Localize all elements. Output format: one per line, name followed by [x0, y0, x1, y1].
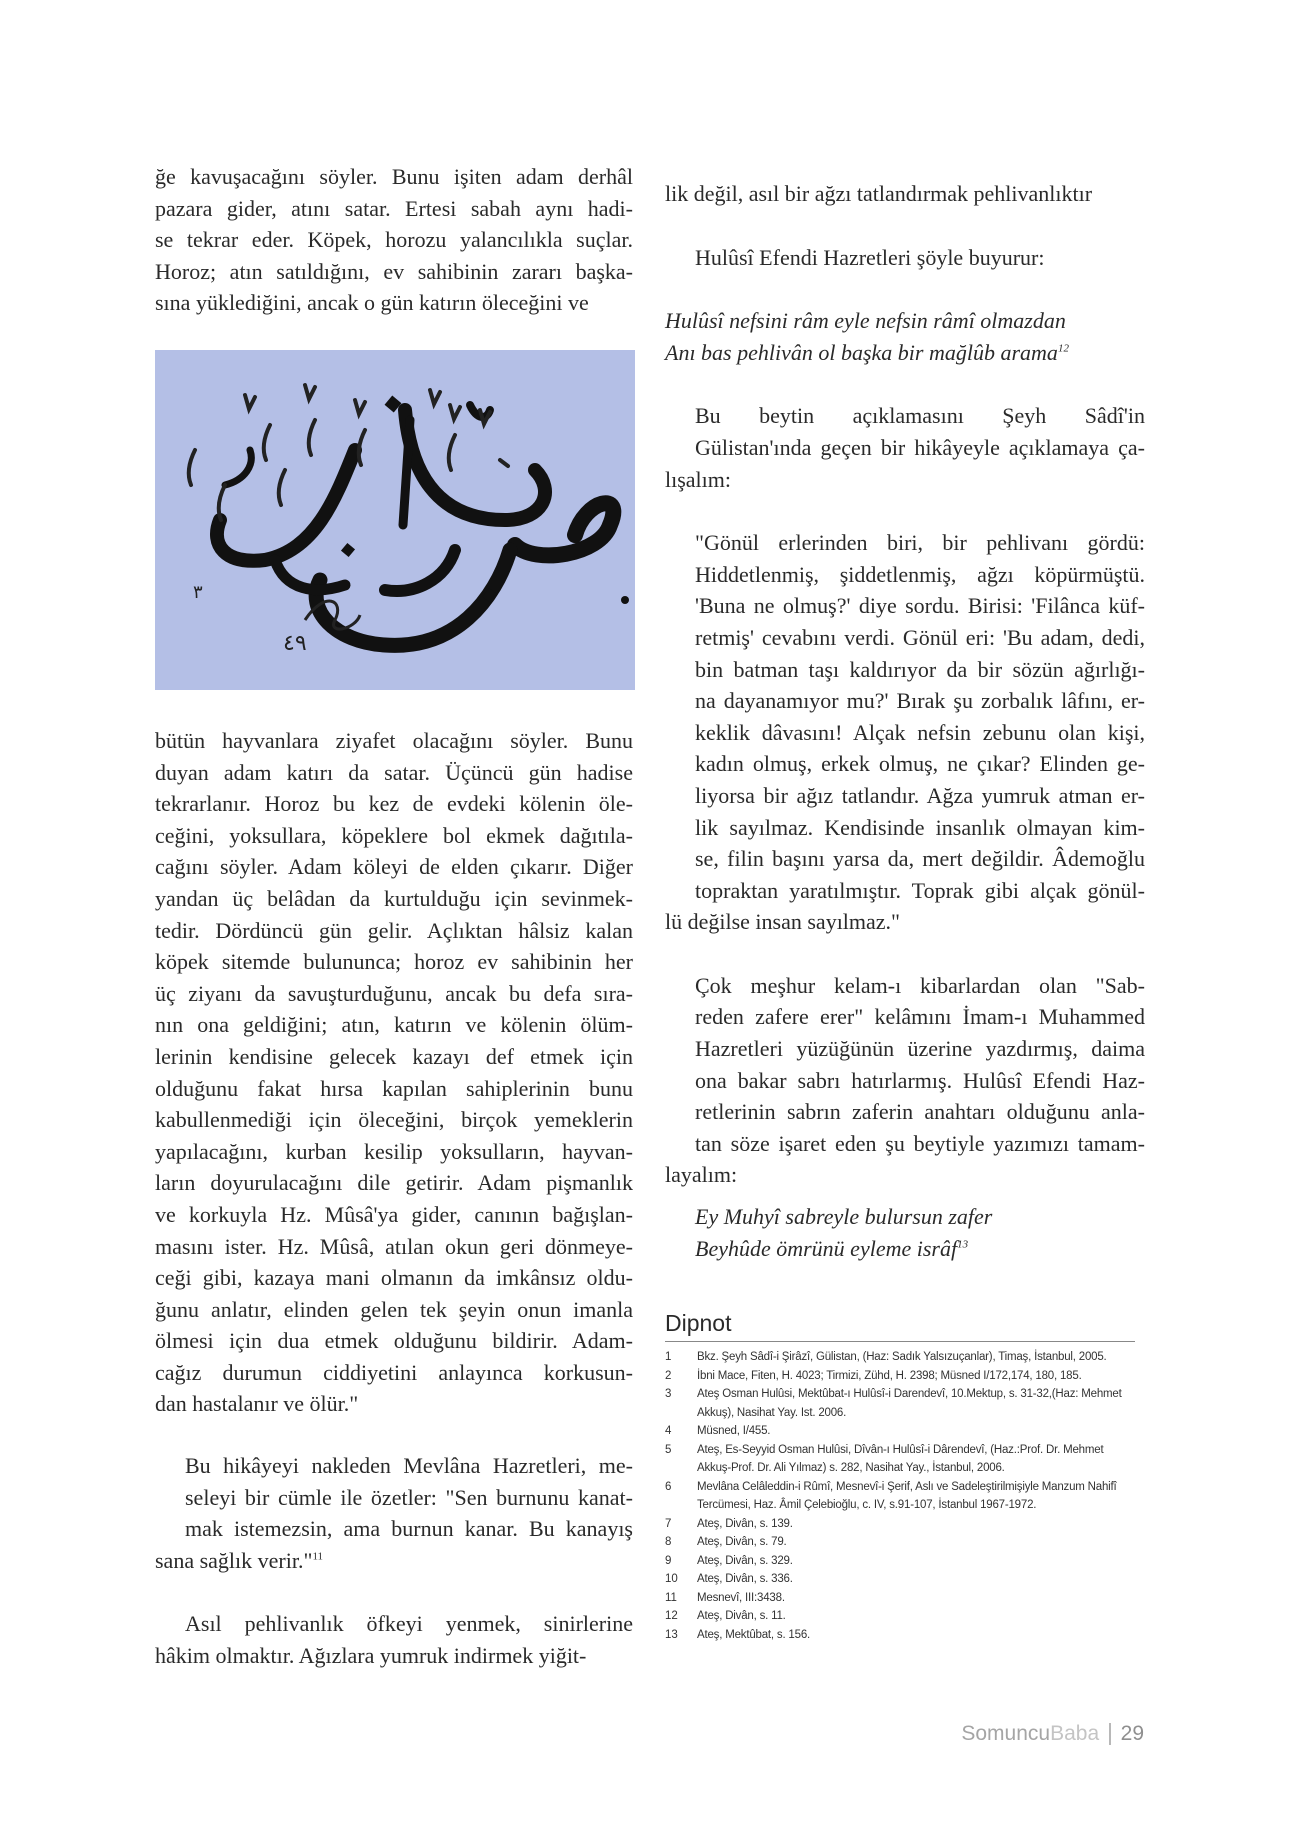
- verse-1: [665, 305, 1145, 368]
- text-line: retlerinin sabrın zaferin anahtarı olduğunu anla-: [695, 1099, 1145, 1125]
- text-line: üç ziyanı da savuşturduğunu, ancak bu defa sıra-: [155, 980, 633, 1006]
- footnote-number: 10: [665, 1573, 678, 1585]
- text-line: ve korkuyla Hz. Mûsâ'ya gider, canının bağışlan-: [155, 1201, 633, 1227]
- footnote-item: [665, 1552, 1135, 1571]
- text-line: na dayanamıyor mu?' Bırak şu zorbalık lâfını, er-: [695, 688, 1145, 714]
- verse-2: [665, 1201, 1145, 1264]
- footnote-text: Müsned, I/455.: [697, 1425, 771, 1437]
- text-line: se tekrar eder. Köpek, horozu yalancılıkla suçlar.: [155, 227, 633, 253]
- footnote-item: [665, 1478, 1135, 1515]
- footnote-item: [665, 1348, 1135, 1367]
- text-line: tedir. Dördüncü gün gelir. Açlıktan hâlsiz kalan: [155, 917, 633, 943]
- text-line: lik sayılmaz. Kendisinde insanlık olmayan kim-: [695, 814, 1145, 840]
- footnote-text: Ateş, Divân, s. 11.: [697, 1610, 786, 1622]
- text-line: bin batman taşı kaldırıyor da bir sözün ağırlığı-: [695, 656, 1145, 682]
- text-line: mak istemezsin, ama burnun kanar. Bu kanayış: [185, 1516, 633, 1542]
- footnote-text: Ateş, Es-Seyyid Osman Hulûsi, Dîvân-ı Hulûsî-i Dârendevî, (Haz.:Prof. Dr. Mehmet Akkuş-Prof. Dr. Ali Yılmaz) s. 282, Nasihat Yay., İstanbul, 2006.: [697, 1443, 1104, 1474]
- text-line: retmiş' cevabını verdi. Gönül eri: 'Bu adam, dedi,: [695, 624, 1145, 650]
- footnote-text: Ateş, Mektûbat, s. 156.: [697, 1628, 811, 1641]
- footnote-text: Mevlâna Celâleddin-i Rûmî, Mesnevî-i Şerif, Aslı ve Sadeleştirilmişiyle Manzum Nahifî Tercümesi, Haz. Âmil Çelebioğlu, c. IV, s.91-107, İstanbul 1967-1972.: [697, 1480, 1117, 1511]
- magazine-brand-part-1: Somuncu: [961, 1722, 1051, 1745]
- footnote-item: [665, 1626, 1135, 1645]
- footnote-ref-13: 13: [957, 1238, 969, 1251]
- left-column-lower: [155, 725, 633, 1672]
- text-line: Hiddetlenmiş, şiddetlenmiş, ağzı köpürmüştü.: [695, 561, 1145, 587]
- text-line: Bu hikâyeyi nakleden Mevlâna Hazretleri, me-: [185, 1453, 633, 1479]
- text-line: Horoz; atın satıldığını, ev sahibinin zararı başka-: [155, 258, 633, 284]
- left-paragraph-3: [155, 1450, 633, 1576]
- footnote-item: [665, 1533, 1135, 1552]
- page-footer: [961, 1722, 1144, 1746]
- text-line: Asıl pehlivanlık öfkeyi yenmek, sinirlerine: [185, 1611, 633, 1637]
- text-line: layalım:: [665, 1162, 738, 1188]
- calligraphy-artwork: [155, 350, 635, 690]
- footnote-item: [665, 1385, 1135, 1422]
- text-line: seleyi bir cümle ile özetler: "Sen burnunu kanat-: [185, 1484, 633, 1510]
- text-line: ona bakar sabrı hatırlarmış. Hulûsî Efendi Haz-: [695, 1067, 1145, 1093]
- left-column: [155, 161, 633, 319]
- footnote-item: [665, 1589, 1135, 1608]
- text-line: kadın olmuş, erkek olmuş, ne çıkar? Elinden ge-: [695, 751, 1145, 777]
- text-line: cağını söyler. Adam köleyi de elden çıkarır. Diğer: [155, 854, 633, 880]
- footnote-number: 9: [665, 1554, 672, 1567]
- text-line: köpek sitemde bulununca; horoz ev sahibinin her: [155, 949, 633, 975]
- text-line: ceğini, yoksullara, köpeklere bol ekmek dağıtıla-: [155, 822, 633, 848]
- text-line: olduğunu fakat hırsa kapılan sahiplerinin bunu: [155, 1075, 633, 1101]
- text-line: lerinin kendisine gelecek kazayı def etmek için: [155, 1043, 633, 1069]
- footnote-number: 6: [665, 1480, 672, 1493]
- text-line: Gülistan'ında geçen bir hikâyeyle açıklamaya ça-: [695, 434, 1145, 460]
- footnote-number: 1: [665, 1351, 672, 1363]
- text-line: ceği gibi, kazaya mani olmanın da imkânsız oldu-: [155, 1265, 633, 1291]
- magazine-brand-part-2: Baba: [1050, 1722, 1100, 1745]
- left-paragraph-1: [155, 161, 633, 319]
- footnote-text: İbni Mace, Fiten, H. 4023; Tirmizi, Zühd, H. 2398; Müsned I/172,174, 180, 185.: [697, 1369, 1082, 1382]
- verse-1-line-2: Anı bas pehlivân ol başka bir mağlûb arama: [665, 339, 1058, 365]
- page-number: 29: [1120, 1722, 1144, 1745]
- text-line: pazara gider, atını satar. Ertesi sabah aynı hadi-: [155, 195, 633, 221]
- footnote-item: [665, 1367, 1135, 1386]
- text-line: lü değilse insan sayılmaz.": [665, 909, 901, 935]
- footnote-number: 12: [665, 1610, 678, 1622]
- left-paragraph-4: [155, 1608, 633, 1671]
- calligraphy-image: [155, 350, 635, 690]
- text-line: duyan adam katırı da satar. Üçüncü gün hadise: [155, 759, 633, 785]
- text-line: hâkim olmaktır. Ağızlara yumruk indirmek yiğit-: [155, 1643, 587, 1669]
- text-line: dan hastalanır ve ölür.": [155, 1391, 359, 1417]
- footnote-text: Bkz. Şeyh Sâdî-i Şirâzî, Gülistan, (Haz: Sadık Yalsızuçanlar), Timaş, İstanbul, 2005.: [697, 1351, 1107, 1363]
- right-column: [665, 178, 1145, 1264]
- text-line: bütün hayvanlara ziyafet olacağını söyler. Bunu: [155, 728, 633, 753]
- calligraphy-mark: ٣: [193, 582, 203, 603]
- footnote-number: 11: [665, 1591, 677, 1604]
- left-paragraph-2: [155, 725, 633, 1420]
- footnote-text: Ateş, Divân, s. 79.: [697, 1536, 787, 1548]
- text-line: yapılacağını, kurban kesilip yoksulların, hayvan-: [155, 1138, 633, 1164]
- footnote-item: [665, 1441, 1135, 1478]
- verse-2-line-2: Beyhûde ömrünü eyleme isrâf: [695, 1235, 958, 1261]
- text-line: 'Buna ne olmuş?' diye sordu. Birisi: 'Filânca küf-: [695, 593, 1145, 619]
- footnote-ref-12: 12: [1057, 342, 1069, 355]
- text-line: nın ona geldiğini; atın, katırın ve kölenin ölüm-: [155, 1012, 633, 1038]
- text-line: ğe kavuşacağını söyler. Bunu işiten adam derhâl: [155, 164, 633, 189]
- text-line: tan söze işaret eden şu beytiyle yazımızı tamam-: [695, 1130, 1145, 1156]
- text-line: tekrarlanır. Horoz bu kez de evdeki kölenin öle-: [155, 791, 633, 817]
- footnote-number: 13: [665, 1628, 678, 1641]
- right-paragraph-1: lik değil, asıl bir ağzı tatlandırmak pehlivanlıktır: [665, 181, 1093, 206]
- text-line: reden zafere erer" kelâmını İmam-ı Muhammed: [695, 1004, 1145, 1030]
- verse-1-line-1: Hulûsî nefsini râm eyle nefsin râmî olmazdan: [665, 308, 1066, 334]
- text-line: Hazretleri yüzüğünün üzerine yazdırmış, daima: [695, 1036, 1145, 1062]
- footnote-number: 4: [665, 1425, 672, 1437]
- right-paragraph-2: Hulûsî Efendi Hazretleri şöyle buyurur:: [695, 244, 1045, 270]
- footnotes-list: [665, 1348, 1135, 1644]
- footnote-text: Mesnevî, III:3438.: [697, 1591, 785, 1604]
- text-line: ğunu anlatır, elinden gelen tek şeyin onun imanla: [155, 1296, 633, 1322]
- footer-divider: [1109, 1723, 1111, 1745]
- text-line: Çok meşhur kelam-ı kibarlardan olan "Sab-: [695, 972, 1145, 998]
- footnotes-section: [665, 1310, 1135, 1644]
- text-line: kabullenmediği için öleceğini, birçok yemeklerin: [155, 1107, 633, 1133]
- footnote-number: 5: [665, 1443, 672, 1456]
- footnote-item: [665, 1570, 1135, 1589]
- footnotes-heading: Dipnot: [665, 1310, 1135, 1342]
- text-line: Bu beytin açıklamasını Şeyh Sâdî'in: [695, 403, 1145, 429]
- text-line: liyorsa bir ağız tatlandır. Ağza yumruk atman er-: [695, 782, 1145, 808]
- text-line: cağız durumun ciddiyetini anlayınca korkusun-: [155, 1359, 633, 1385]
- right-paragraph-5: [665, 970, 1145, 1191]
- footnote-ref-11: 11: [312, 1550, 324, 1563]
- right-paragraph-4: [665, 527, 1145, 938]
- footnote-item: [665, 1515, 1135, 1534]
- text-line: se, filin başını yarsa da, mert değildir. Âdemoğlu: [695, 846, 1145, 872]
- verse-2-line-1: Ey Muhyî sabreyle bulursun zafer: [695, 1204, 993, 1230]
- text-line: yandan üç belâdan da kurtulduğu için sevinmek-: [155, 885, 633, 911]
- text-line: topraktan yaratılmıştır. Toprak gibi alçak gönül-: [695, 877, 1145, 903]
- text-line: lışalım:: [665, 466, 731, 492]
- text-line: ölmesi için dua etmek olduğunu bildirir. Adam-: [155, 1328, 633, 1354]
- calligraphy-signature: ٤٩: [283, 631, 307, 656]
- footnote-item: [665, 1422, 1135, 1441]
- text-line: ların doyurulacağını dile getirir. Adam pişmanlık: [155, 1170, 633, 1196]
- footnote-text: Ateş, Divân, s. 329.: [697, 1554, 793, 1567]
- footnote-text: Ateş, Divân, s. 139.: [697, 1517, 793, 1530]
- footnote-number: 8: [665, 1536, 672, 1548]
- text-line: keklik dâvasını! Alçak nefsin zebunu olan kişi,: [695, 719, 1145, 745]
- footnote-number: 3: [665, 1388, 672, 1400]
- footnote-text: Ateş, Divân, s. 336.: [697, 1573, 793, 1585]
- footnote-item: [665, 1607, 1135, 1626]
- right-paragraph-3: [665, 400, 1145, 495]
- text-line: sana sağlık verir.": [155, 1547, 313, 1573]
- text-line: "Gönül erlerinden biri, bir pehlivanı gördü:: [695, 530, 1145, 556]
- footnote-number: 2: [665, 1369, 672, 1382]
- footnote-number: 7: [665, 1517, 672, 1530]
- footnote-text: Ateş Osman Hulûsi, Mektûbat-ı Hulûsî-i Darendevî, 10.Mektup, s. 31-32,(Haz: Mehmet Akkuş), Nasihat Yay. Ist. 2006.: [697, 1388, 1122, 1419]
- text-line: masını ister. Hz. Mûsâ, atılan okun geri dönmeye-: [155, 1233, 633, 1259]
- text-line: sına yüklediğini, ancak o gün katırın öleceğini ve: [155, 290, 589, 316]
